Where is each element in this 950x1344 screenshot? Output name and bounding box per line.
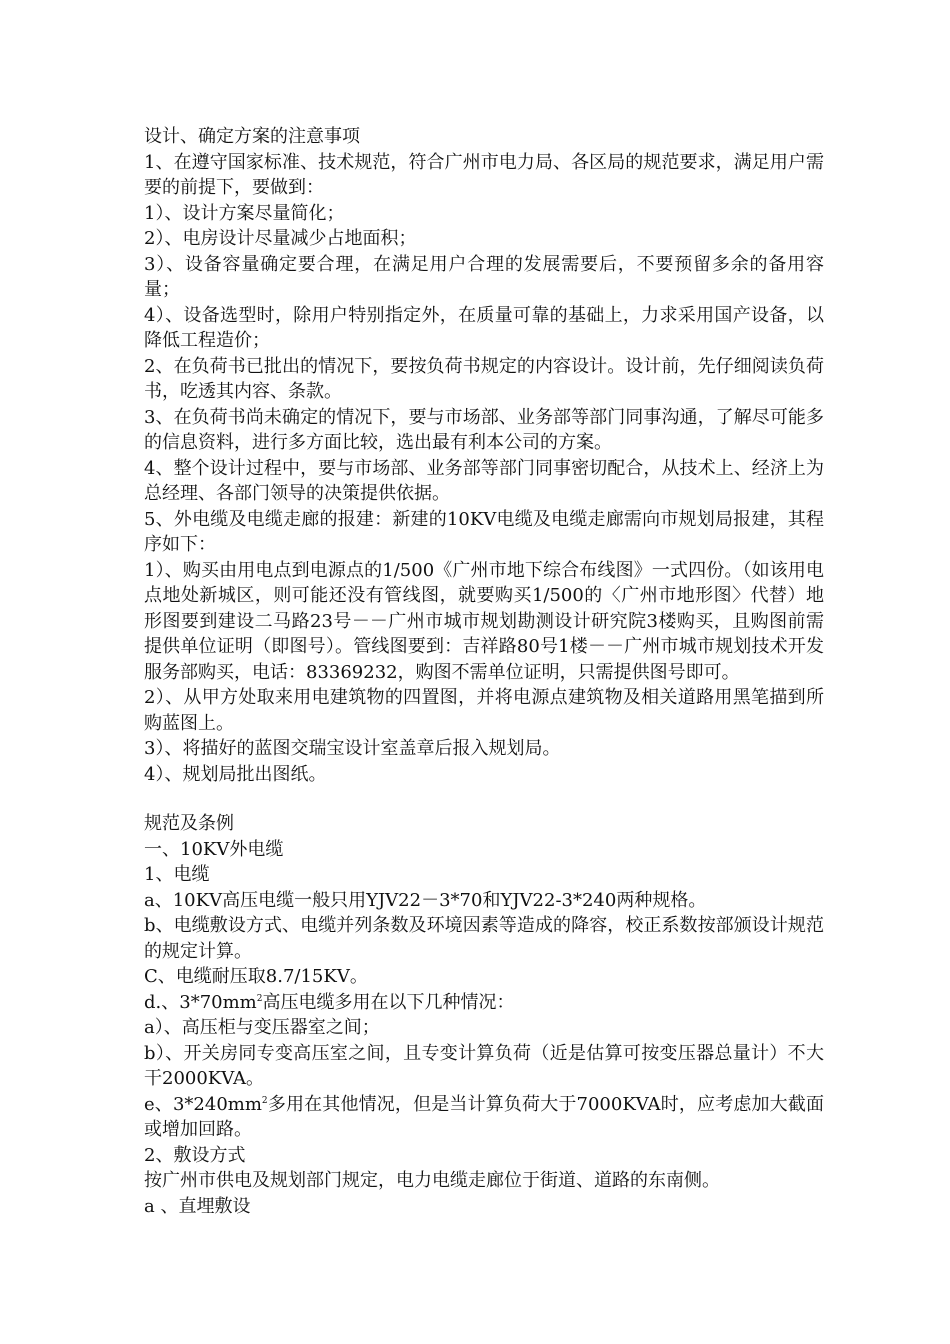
item-e-text-rest: 多用在其他情况，但是当计算负荷大于7000KVA时，应考虑加大截面或增加回路。 (144, 1093, 824, 1140)
item-e-text: e、3*240mm (144, 1093, 262, 1115)
paragraph-2: 2、在负荷书已批出的情况下，要按负荷书规定的内容设计。设计前，先仔细阅读负荷书，吃透其内容、条款。 (144, 355, 824, 402)
item-d-text: d.、3*70mm (144, 991, 257, 1013)
item-1-3: 3）、设备容量确定要合理，在满足用户合理的发展需要后，不要预留多余的备用容量； (144, 253, 824, 300)
section-title: 设计、确定方案的注意事项 (144, 126, 360, 147)
rule-text: 按广州市供电及规划部门规定，电力电缆走廊位于街道、道路的东南侧。 (144, 1170, 720, 1191)
item-1-2: 2）、电房设计尽量减少占地面积； (144, 228, 417, 249)
subsection-heading-laying: 2、敷设方式 (144, 1144, 246, 1166)
item-1-1: 1）、设计方案尽量简化； (144, 202, 345, 224)
paragraph-1: 1、在遵守国家标准、技术规范，符合广州市电力局、各区局的规范要求，满足用户需要的前提下，要做到： (144, 151, 824, 198)
item-e (144, 1092, 824, 1143)
item-d-text-rest: 高压电缆多用在以下几种情况： (262, 991, 515, 1013)
document-page (144, 124, 824, 1219)
item-d-superscript: 2 (256, 993, 263, 1004)
item-5-1: 1）、购买由用电点到电源点的1/500《广州市地下综合布线图》一式四份。（如该用电点地处新城区，则可能还没有管线图，就要购买1/500的〈广州市地形图〉代替）地形图要到建设二马路23号－－广州市城市规划勘测设计研究院3楼购买，且购图前需提供单位证明（即图号）。管线图要到：吉祥路80号1楼－－广州市城市规划技术开发服务部购买，电话：83369232，购图不需单位证明，只需提供图号即可。 (144, 559, 824, 683)
item-b: b、电缆敷设方式、电缆并列条数及环境因素等造成的降容，校正系数按部颁设计规范的规定计算。 (144, 915, 824, 962)
blank-line (144, 787, 824, 811)
rule-item-a: a 、直埋敷设 (144, 1195, 251, 1217)
paragraph-3: 3、在负荷书尚未确定的情况下，要与市场部、业务部等部门同事沟通，了解尽可能多的信息资料，进行多方面比较，选出最有利本公司的方案。 (144, 406, 824, 453)
item-5-3: 3）、将描好的蓝图交瑞宝设计室盖章后报入规划局。 (144, 738, 561, 759)
item-5-4: 4）、规划局批出图纸。 (144, 763, 327, 785)
item-d-b: b）、开关房同专变高压室之间，且专变计算负荷（近是估算可按变压器总量计）不大干2000KVA。 (144, 1042, 824, 1089)
item-5-2: 2）、从甲方处取来用电建筑物的四置图，并将电源点建筑物及相关道路用黑笔描到所购蓝图上。 (144, 687, 824, 734)
item-e-superscript: 2 (261, 1095, 268, 1106)
section-title-2: 规范及条例 (144, 813, 234, 834)
item-d-a: a）、高压柜与变压器室之间； (144, 1017, 380, 1038)
item-c: C、电缆耐压取8.7/15KV。 (144, 966, 368, 987)
subsection-heading-cable: 1、电缆 (144, 864, 210, 885)
subsection-title: 一、10KV外电缆 (144, 838, 284, 860)
item-1-4: 4）、设备选型时，除用户特别指定外，在质量可靠的基础上，力求采用国产设备，以降低工程造价； (144, 304, 824, 351)
item-d (144, 990, 824, 1016)
item-a: a、10KV高压电缆一般只用YJV22－3*70和YJV22-3*240两种规格。 (144, 889, 707, 911)
paragraph-5: 5、外电缆及电缆走廊的报建：新建的10KV电缆及电缆走廊需向市规划局报建，其程序如下： (144, 508, 824, 555)
paragraph-4: 4、整个设计过程中，要与市场部、业务部等部门同事密切配合，从技术上、经济上为总经理、各部门领导的决策提供依据。 (144, 457, 824, 504)
